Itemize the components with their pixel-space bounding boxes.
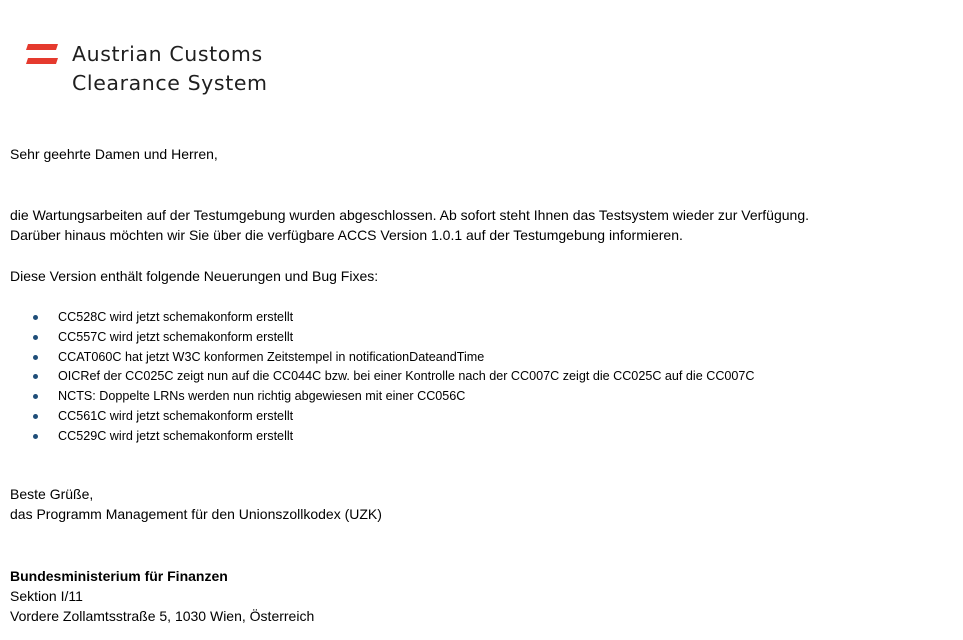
list-item xyxy=(10,308,755,328)
list-item-text: CCAT060C hat jetzt W3C konformen Zeitstempel in notificationDateandTime xyxy=(58,349,485,364)
bullet-icon xyxy=(33,315,38,320)
brand-line-2: Clearance System xyxy=(72,71,268,95)
intro-paragraph xyxy=(10,205,809,245)
changes-list xyxy=(10,308,755,447)
bullet-icon xyxy=(33,414,38,419)
list-item-text: CC529C wird jetzt schemakonform erstellt xyxy=(58,428,294,443)
greeting: Sehr geehrte Damen und Herren, xyxy=(10,146,218,162)
bullet-icon xyxy=(33,335,38,340)
intro-line-2: Darüber hinaus möchten wir Sie über die verfügbare ACCS Version 1.0.1 auf der Testumgebung informieren. xyxy=(10,227,683,243)
list-item xyxy=(10,387,755,407)
closing-salutation: Beste Grüße, xyxy=(10,486,94,502)
signature-department: Sektion I/11 xyxy=(10,588,83,604)
brand-line-1: Austrian Customs xyxy=(72,42,263,66)
signature-organization: Bundesministerium für Finanzen xyxy=(10,568,228,584)
bullet-icon xyxy=(33,434,38,439)
list-item xyxy=(10,407,755,427)
list-item-text: NCTS: Doppelte LRNs werden nun richtig abgewiesen mit einer CC056C xyxy=(58,389,466,404)
signature-block xyxy=(10,566,314,626)
changes-lead: Diese Version enthält folgende Neuerungen und Bug Fixes: xyxy=(10,268,379,284)
list-item-text: CC561C wird jetzt schemakonform erstellt xyxy=(58,408,294,423)
intro-line-1: die Wartungsarbeiten auf der Testumgebung wurden abgeschlossen. Ab sofort steht Ihnen das Testsystem wieder zur Verfügung. xyxy=(10,207,809,223)
brand-name xyxy=(72,40,268,98)
bullet-icon xyxy=(33,394,38,399)
austrian-flag-icon xyxy=(26,44,58,64)
list-item xyxy=(10,348,755,368)
list-item-text: OICRef der CC025C zeigt nun auf die CC044C bzw. bei einer Kontrolle nach der CC007C zeigt die CC025C auf die CC007C xyxy=(58,369,755,384)
bullet-icon xyxy=(33,355,38,360)
closing-sender: das Programm Management für den Unionszollkodex (UZK) xyxy=(10,506,382,522)
list-item-text: CC528C wird jetzt schemakonform erstellt xyxy=(58,310,294,324)
list-item xyxy=(10,367,755,387)
list-item xyxy=(10,427,755,447)
signature-address: Vordere Zollamtsstraße 5, 1030 Wien, Österreich xyxy=(10,608,315,624)
closing xyxy=(10,484,382,524)
header xyxy=(26,40,326,100)
bullet-icon xyxy=(33,374,38,379)
list-item-text: CC557C wird jetzt schemakonform erstellt xyxy=(58,329,294,344)
list-item xyxy=(10,328,755,348)
